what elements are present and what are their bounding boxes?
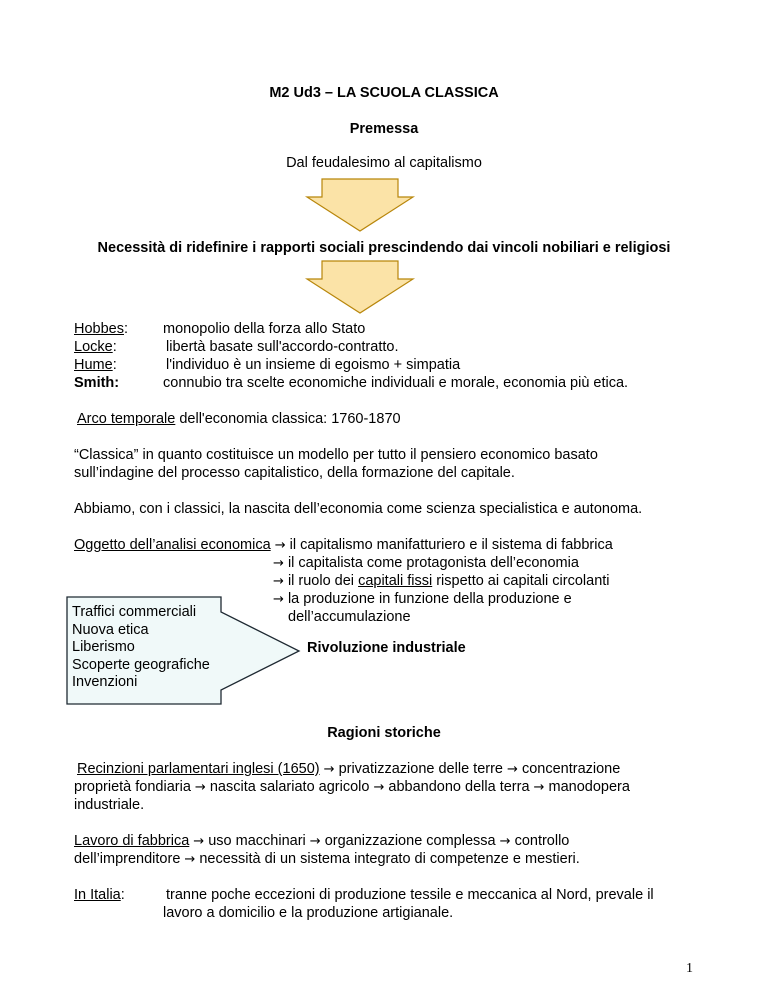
philosopher-text: monopolio della forza allo Stato xyxy=(163,321,366,337)
oggetto-row-3 xyxy=(273,572,610,591)
abbiamo-paragraph: Abbiamo, con i classici, la nascita dell’economia come scienza specialistica e autonoma. xyxy=(74,501,643,517)
cause-item: Invenzioni xyxy=(72,674,138,690)
right-arrow-icon: → xyxy=(184,852,196,867)
down-arrow-1-icon xyxy=(305,178,415,233)
right-arrow-icon: → xyxy=(273,574,284,589)
philosopher-name: Hume xyxy=(74,357,113,373)
classica-line-2: sull’indagine del processo capitalistico, della formazione del capitale. xyxy=(74,465,515,481)
recinzioni-line-1 xyxy=(77,760,620,779)
page-number: 1 xyxy=(686,961,693,976)
cause-item: Scoperte geografiche xyxy=(72,656,210,673)
oggetto-item: il capitalista come protagonista dell’economia xyxy=(287,555,579,571)
chain-step: concentrazione xyxy=(521,761,621,777)
arco-text: dell'economia classica: 1760-1870 xyxy=(175,411,401,427)
classica-line-1: “Classica” in quanto costituisce un modello per tutto il pensiero economico basato xyxy=(74,447,598,463)
chain-step: uso macchinari xyxy=(208,833,306,849)
premessa-heading: Premessa xyxy=(349,121,419,137)
cause-item: Nuova etica xyxy=(72,621,149,638)
right-arrow-icon: → xyxy=(499,834,511,849)
oggetto-label: Oggetto dell’analisi economica xyxy=(74,537,271,553)
italia-line-1: tranne poche eccezioni di produzione tessile e meccanica al Nord, prevale il xyxy=(166,887,654,903)
causes-list xyxy=(72,604,210,692)
right-arrow-icon: → xyxy=(533,780,545,795)
oggetto-row-1 xyxy=(74,536,613,555)
chain-step: organizzazione complessa xyxy=(324,833,496,849)
italia-colon: : xyxy=(120,887,125,903)
page-title: M2 Ud3 – LA SCUOLA CLASSICA xyxy=(269,85,499,101)
lavoro-label: Lavoro di fabbrica xyxy=(74,833,190,849)
recinzioni-line-3: industriale. xyxy=(74,797,145,813)
arco-label: Arco temporale xyxy=(77,411,176,427)
cause-item: Traffici commerciali xyxy=(72,604,197,620)
italia-label-row xyxy=(74,886,125,904)
philosopher-text: connubio tra scelte economiche individuali e morale, economia più etica. xyxy=(163,375,629,391)
philosopher-colon: : xyxy=(114,375,120,391)
philosopher-name: Hobbes xyxy=(74,321,124,337)
recinzioni-label: Recinzioni parlamentari inglesi (1650) xyxy=(77,761,320,777)
arco-temporale xyxy=(77,410,401,428)
chain-step: controllo xyxy=(514,833,570,849)
lavoro-line-2 xyxy=(74,850,580,869)
philosopher-name: Smith xyxy=(74,375,115,391)
chain-step: privatizzazione delle terre xyxy=(338,761,503,777)
right-arrow-icon: → xyxy=(309,834,321,849)
cause-item: Liberismo xyxy=(72,639,135,655)
rivoluzione-industriale: Rivoluzione industriale xyxy=(307,640,466,656)
italia-label: In Italia xyxy=(74,887,121,903)
lavoro-line-1 xyxy=(74,832,569,851)
philosopher-colon: : xyxy=(112,357,117,373)
italia-line-2: lavoro a domicilio e la produzione artigianale. xyxy=(163,905,454,921)
right-arrow-icon: → xyxy=(274,538,286,553)
right-arrow-icon: → xyxy=(323,762,335,777)
right-arrow-icon: → xyxy=(193,834,205,849)
oggetto-row-2 xyxy=(273,554,579,573)
oggetto-item: rispetto ai capitali circolanti xyxy=(432,573,610,589)
philosopher-row xyxy=(74,320,128,338)
necessita-statement: Necessità di ridefinire i rapporti sociali prescindendo dai vincoli nobiliari e religiosi xyxy=(97,240,671,256)
oggetto-item: il ruolo dei xyxy=(287,573,359,589)
capitali-fissi: capitali fissi xyxy=(358,573,433,589)
right-arrow-icon: → xyxy=(273,556,284,571)
philosopher-colon: : xyxy=(112,339,117,355)
oggetto-row-4-cont: dell’accumulazione xyxy=(288,609,411,625)
oggetto-row-4 xyxy=(273,590,572,609)
ragioni-heading: Ragioni storiche xyxy=(327,725,441,741)
chain-step: necessità di un sistema integrato di competenze e mestieri. xyxy=(199,851,580,867)
oggetto-item: il capitalismo manifatturiero e il sistema di fabbrica xyxy=(289,537,613,553)
right-arrow-icon: → xyxy=(507,762,518,777)
chain-step: manodopera xyxy=(548,779,630,795)
chain-step: dell’imprenditore xyxy=(74,851,181,867)
oggetto-item: la produzione in funzione della produzione e xyxy=(287,591,572,607)
chain-step: proprietà fondiaria xyxy=(74,779,191,795)
philosopher-row xyxy=(74,338,117,356)
right-arrow-icon: → xyxy=(373,780,385,795)
premessa-subtitle: Dal feudalesimo al capitalismo xyxy=(286,155,482,171)
right-arrow-icon: → xyxy=(273,592,284,607)
chain-step: abbandono della terra xyxy=(388,779,530,795)
chain-step: nascita salariato agricolo xyxy=(209,779,370,795)
right-arrow-icon: → xyxy=(194,780,206,795)
philosopher-text: l'individuo è un insieme di egoismo + simpatia xyxy=(166,357,461,373)
philosopher-name: Locke xyxy=(74,339,113,355)
recinzioni-line-2 xyxy=(74,778,630,797)
philosopher-text: libertà basate sull'accordo-contratto. xyxy=(166,339,399,355)
philosopher-row xyxy=(74,374,119,392)
philosopher-row xyxy=(74,356,117,374)
philosopher-colon: : xyxy=(123,321,129,337)
down-arrow-2-icon xyxy=(305,260,415,315)
